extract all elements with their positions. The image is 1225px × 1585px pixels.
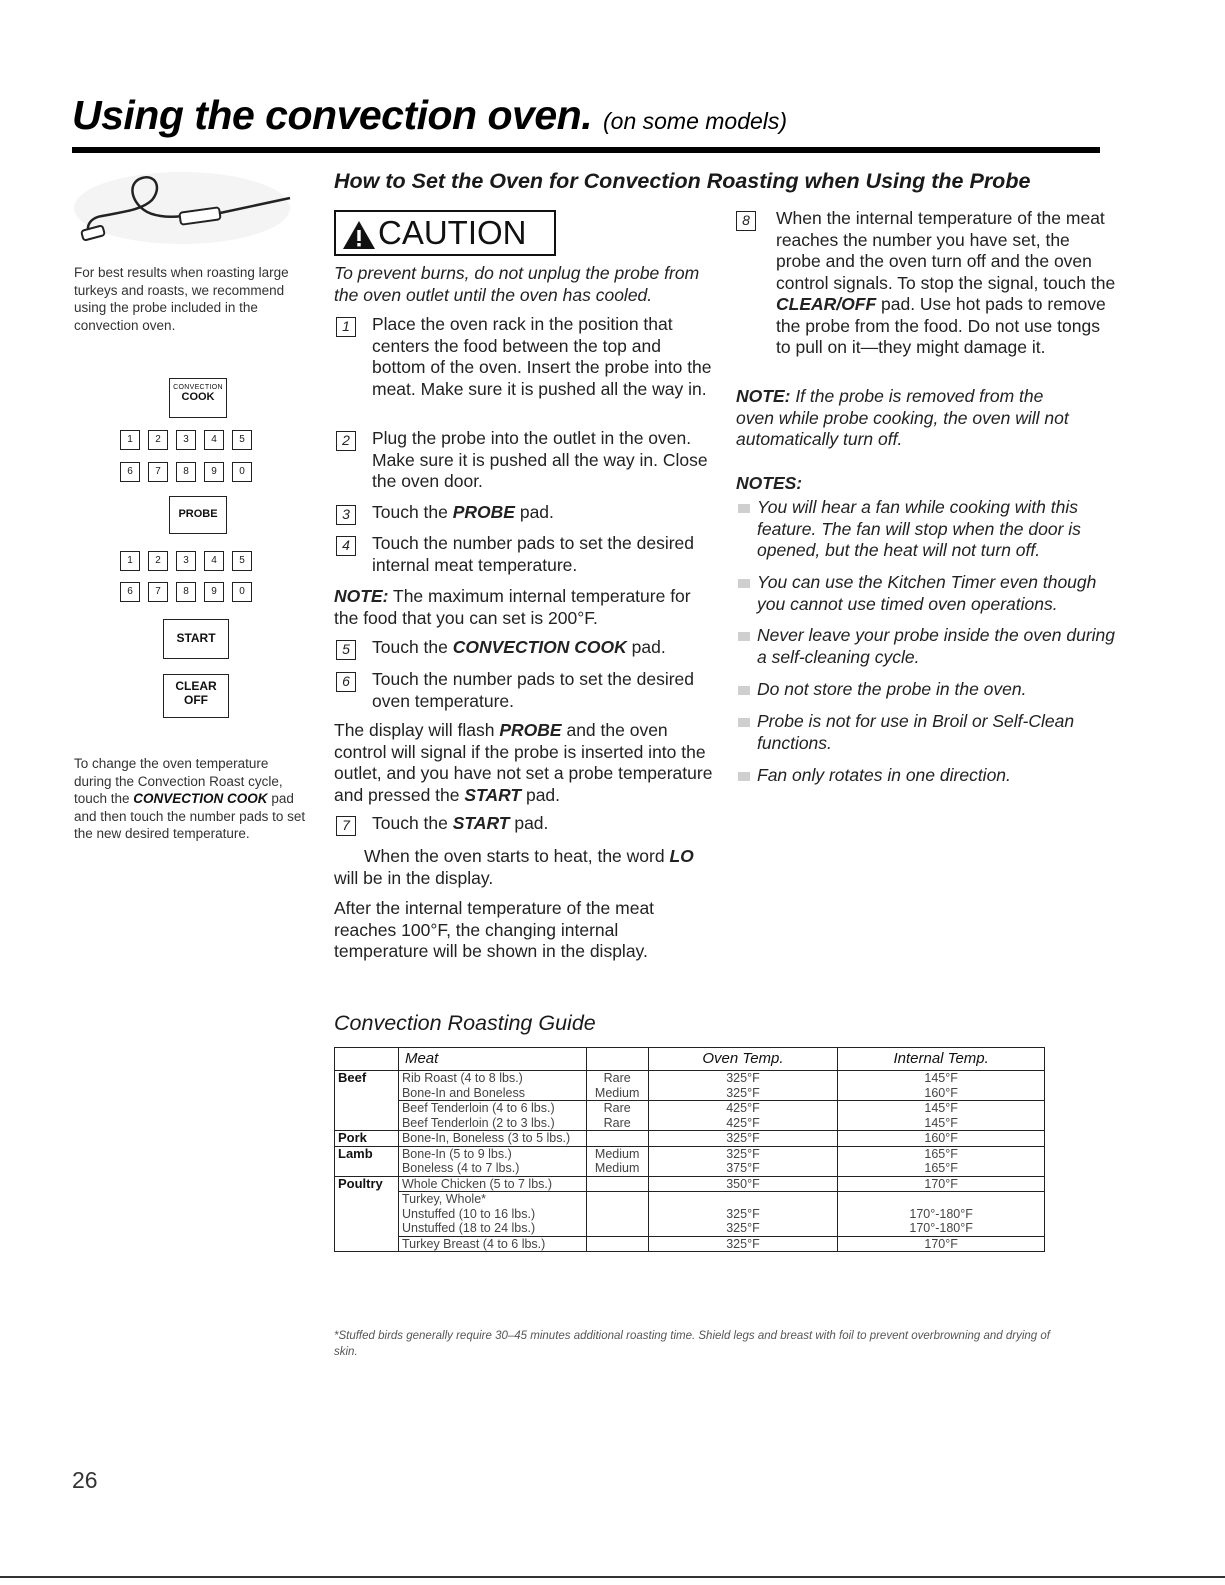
table-row	[335, 1161, 1045, 1176]
row-category	[335, 1086, 399, 1101]
row-category	[335, 1207, 399, 1222]
start-reference: START	[464, 784, 522, 805]
note-item: You will hear a fan while cooking with this feature. The fan will stop when the door is opened, but the heat will not turn off.	[757, 497, 1081, 560]
caption-text-pre: To change the oven temperature during the Convection Roast cycle, touch the	[74, 756, 283, 806]
clear-off-reference: CLEAR/OFF	[776, 294, 877, 314]
step-number: 4	[336, 536, 356, 556]
row-oven-temp	[648, 1192, 838, 1207]
row-doneness	[586, 1176, 648, 1192]
number-key: 8	[176, 462, 196, 482]
roasting-footnote: *Stuffed birds generally require 30–45 minutes additional roasting time. Shield legs and breast with foil to prevent overbrowning and drying of skin.	[334, 1330, 1050, 1358]
table-row	[335, 1116, 1045, 1131]
note-item: Probe is not for use in Broil or Self-Clean functions.	[757, 711, 1075, 753]
step-number: 7	[336, 816, 356, 836]
step-number: 5	[336, 640, 356, 660]
probe-caption: For best results when roasting large turkeys and roasts, we recommend using the probe included in the convection oven.	[74, 265, 289, 333]
clear-label: CLEAR	[175, 679, 217, 693]
row-doneness	[586, 1221, 648, 1236]
row-meat: Bone-In (5 to 9 lbs.)	[398, 1146, 586, 1161]
note-label: NOTE:	[334, 586, 389, 606]
probe-pad: PROBE	[169, 496, 227, 534]
row-meat: Unstuffed (10 to 16 lbs.)	[398, 1207, 586, 1222]
step-text: Plug the probe into the outlet in the oven. Make sure it is pushed all the way in. Close the oven door.	[372, 428, 708, 491]
step-text	[372, 813, 712, 835]
number-key: 8	[176, 582, 196, 602]
probe-flash-paragraph	[334, 720, 716, 806]
para-text-2: will be in the display.	[334, 867, 494, 888]
step-number: 1	[336, 317, 356, 337]
note-text: If the probe is removed from the oven while probe cooking, the oven will not automatically turn off.	[736, 386, 1069, 449]
row-category	[335, 1236, 399, 1252]
step-text	[776, 208, 1116, 359]
para-text-1: When the oven starts to heat, the word	[364, 846, 670, 866]
caption-convection-cook: CONVECTION COOK	[133, 791, 268, 806]
table-row	[335, 1236, 1045, 1252]
number-key: 2	[148, 551, 168, 571]
lo-display-paragraph	[334, 846, 716, 889]
step-number: 3	[336, 505, 356, 525]
page-number: 26	[72, 1467, 98, 1493]
note-text: The maximum internal temperature for the food that you can set is 200°F.	[334, 586, 691, 628]
header-rule	[72, 147, 1100, 153]
bullet-icon	[738, 632, 750, 641]
row-meat: Whole Chicken (5 to 7 lbs.)	[398, 1176, 586, 1192]
temperature-change-caption	[74, 755, 306, 843]
title-subtitle: (on some models)	[603, 108, 788, 134]
row-category	[335, 1116, 399, 1131]
row-oven-temp: 325°F	[648, 1146, 838, 1161]
header-category	[335, 1048, 399, 1071]
note-label: NOTE:	[736, 386, 791, 406]
convection-pad-label: COOK	[181, 391, 215, 403]
bullet-icon	[738, 579, 750, 588]
row-oven-temp: 325°F	[648, 1221, 838, 1236]
meat-probe-illustration	[72, 170, 292, 248]
row-internal-temp: 170°-180°F	[838, 1207, 1045, 1222]
number-key: 6	[120, 582, 140, 602]
table-row	[335, 1146, 1045, 1161]
table-row	[335, 1207, 1045, 1222]
control-panel-illustration	[74, 368, 300, 720]
row-oven-temp: 350°F	[648, 1176, 838, 1192]
row-meat: Turkey, Whole*	[398, 1192, 586, 1207]
row-meat: Turkey Breast (4 to 6 lbs.)	[398, 1236, 586, 1252]
row-doneness: Rare	[586, 1101, 648, 1116]
note-item: Never leave your probe inside the oven during a self-cleaning cycle.	[757, 625, 1115, 667]
setup-heading: How to Set the Oven for Convection Roasting when Using the Probe	[334, 169, 1031, 193]
title-main: Using the convection oven.	[72, 92, 593, 138]
step-text-pre: Touch the	[372, 502, 453, 522]
step-text-pre: Touch the	[372, 637, 453, 657]
number-key: 6	[120, 462, 140, 482]
step-number: 8	[736, 211, 756, 231]
header-doneness	[586, 1048, 648, 1071]
number-key: 2	[148, 430, 168, 450]
header-meat: Meat	[398, 1048, 586, 1071]
row-category: Pork	[335, 1131, 399, 1147]
caution-label: CAUTION	[378, 214, 527, 251]
number-key: 5	[232, 430, 252, 450]
step-number: 6	[336, 672, 356, 692]
start-pad-reference: START	[452, 813, 510, 833]
page-title	[72, 92, 787, 139]
table-row	[335, 1086, 1045, 1101]
row-meat: Rib Roast (4 to 8 lbs.)	[398, 1071, 586, 1086]
header-internal-temp: Internal Temp.	[838, 1048, 1045, 1071]
row-meat: Boneless (4 to 7 lbs.)	[398, 1161, 586, 1176]
table-row	[335, 1192, 1045, 1207]
para-text-2: and the oven control will signal if the probe is inserted into the outlet, and you have not set a probe temperature and pressed the	[334, 720, 713, 805]
row-doneness: Rare	[586, 1116, 648, 1131]
warning-icon	[342, 220, 376, 250]
off-label: OFF	[184, 693, 208, 707]
para-text-3: pad.	[521, 784, 561, 805]
caption-text-post: pad and then touch the number pads to set the new desired temperature.	[74, 791, 306, 841]
row-oven-temp: 375°F	[648, 1161, 838, 1176]
row-internal-temp: 160°F	[838, 1131, 1045, 1147]
step-text	[372, 502, 712, 524]
row-oven-temp: 325°F	[648, 1207, 838, 1222]
number-key: 0	[232, 462, 252, 482]
row-internal-temp: 145°F	[838, 1101, 1045, 1116]
step-text-post: pad.	[509, 813, 549, 833]
step-text: Place the oven rack in the position that centers the food between the top and bottom of the oven. Insert the probe into the meat. Make sure it is pushed all the way in.	[372, 314, 712, 399]
row-meat: Bone-In, Boneless (3 to 5 lbs.)	[398, 1131, 586, 1147]
table-row	[335, 1101, 1045, 1116]
row-oven-temp: 425°F	[648, 1101, 838, 1116]
row-category	[335, 1221, 399, 1236]
row-category: Poultry	[335, 1176, 399, 1192]
header-oven-temp: Oven Temp.	[648, 1048, 838, 1071]
table-header-row	[335, 1048, 1045, 1071]
table-row	[335, 1176, 1045, 1192]
roasting-guide-heading: Convection Roasting Guide	[334, 1011, 596, 1035]
row-doneness: Medium	[586, 1146, 648, 1161]
row-internal-temp: 170°F	[838, 1236, 1045, 1252]
row-oven-temp: 325°F	[648, 1086, 838, 1101]
row-doneness	[586, 1131, 648, 1147]
number-key: 1	[120, 551, 140, 571]
lo-reference: LO	[669, 846, 694, 866]
row-doneness	[586, 1236, 648, 1252]
bullet-icon	[738, 772, 750, 781]
row-category: Beef	[335, 1071, 399, 1086]
number-key: 1	[120, 430, 140, 450]
row-meat: Unstuffed (18 to 24 lbs.)	[398, 1221, 586, 1236]
row-internal-temp: 145°F	[838, 1071, 1045, 1086]
bullet-icon	[738, 686, 750, 695]
caution-box	[334, 210, 556, 256]
probe-pad-reference: PROBE	[452, 502, 515, 522]
step-text: Touch the number pads to set the desired oven temperature.	[372, 669, 695, 711]
row-doneness	[586, 1207, 648, 1222]
page-bottom-rule	[0, 1576, 1225, 1578]
step-text-post: pad.	[626, 637, 666, 657]
number-key: 9	[204, 582, 224, 602]
step-text-pre: When the internal temperature of the meat reaches the number you have set, the probe and the oven turn off and the oven control signals. To stop the signal, touch the	[776, 208, 1116, 293]
note-item: Do not store the probe in the oven.	[757, 679, 1027, 699]
roasting-guide-table	[334, 1047, 1045, 1252]
note-probe-removed	[736, 386, 1086, 451]
number-key: 9	[204, 462, 224, 482]
row-category	[335, 1192, 399, 1207]
row-meat: Beef Tenderloin (4 to 6 lbs.)	[398, 1101, 586, 1116]
row-internal-temp: 145°F	[838, 1116, 1045, 1131]
row-oven-temp: 325°F	[648, 1071, 838, 1086]
number-key: 4	[204, 430, 224, 450]
row-oven-temp: 325°F	[648, 1131, 838, 1147]
number-key: 5	[232, 551, 252, 571]
caution-text: To prevent burns, do not unplug the probe from the oven outlet until the oven has cooled.	[334, 263, 700, 305]
convection-pad-small-label: CONVECTION	[173, 384, 223, 391]
notes-heading: NOTES:	[736, 473, 803, 493]
note-maximum-temperature	[334, 586, 714, 629]
row-internal-temp: 165°F	[838, 1146, 1045, 1161]
row-internal-temp: 170°-180°F	[838, 1221, 1045, 1236]
table-row	[335, 1221, 1045, 1236]
row-meat: Bone-In and Boneless	[398, 1086, 586, 1101]
roasting-guide-rows	[335, 1071, 1045, 1252]
convection-cook-reference: CONVECTION COOK	[452, 637, 627, 657]
row-doneness: Rare	[586, 1071, 648, 1086]
convection-cook-pad	[169, 378, 227, 418]
step-text-post: pad. Use hot pads to remove the probe from the food. Do not use tongs to pull on it—they might damage it.	[776, 294, 1106, 357]
start-pad: START	[163, 619, 229, 659]
step-text: Touch the number pads to set the desired internal meat temperature.	[372, 533, 695, 575]
step-number: 2	[336, 431, 356, 451]
row-doneness: Medium	[586, 1161, 648, 1176]
bullet-icon	[738, 718, 750, 727]
row-category: Lamb	[335, 1146, 399, 1161]
row-category	[335, 1161, 399, 1176]
step-text-post: pad.	[514, 502, 554, 522]
table-row	[335, 1131, 1045, 1147]
probe-reference: PROBE	[499, 720, 562, 740]
note-item: Fan only rotates in one direction.	[757, 765, 1011, 785]
step-text-pre: Touch the	[372, 813, 453, 833]
number-key: 4	[204, 551, 224, 571]
note-item: You can use the Kitchen Timer even though you cannot use timed oven operations.	[757, 572, 1097, 614]
internal-temperature-paragraph: After the internal temperature of the meat reaches 100°F, the changing internal temperature will be shown in the display.	[334, 898, 655, 961]
row-internal-temp: 165°F	[838, 1161, 1045, 1176]
row-internal-temp: 160°F	[838, 1086, 1045, 1101]
row-category	[335, 1101, 399, 1116]
number-key: 7	[148, 582, 168, 602]
number-key: 0	[232, 582, 252, 602]
row-oven-temp: 325°F	[648, 1236, 838, 1252]
number-key: 3	[176, 551, 196, 571]
table-row	[335, 1071, 1045, 1086]
row-doneness: Medium	[586, 1086, 648, 1101]
step-text	[372, 637, 712, 659]
row-oven-temp: 425°F	[648, 1116, 838, 1131]
para-text-1: The display will flash	[334, 720, 500, 740]
row-internal-temp: 170°F	[838, 1176, 1045, 1192]
number-key: 3	[176, 430, 196, 450]
row-internal-temp	[838, 1192, 1045, 1207]
row-doneness	[586, 1192, 648, 1207]
number-key: 7	[148, 462, 168, 482]
bullet-icon	[738, 504, 750, 513]
row-meat: Beef Tenderloin (2 to 3 lbs.)	[398, 1116, 586, 1131]
clear-off-pad	[163, 674, 229, 718]
